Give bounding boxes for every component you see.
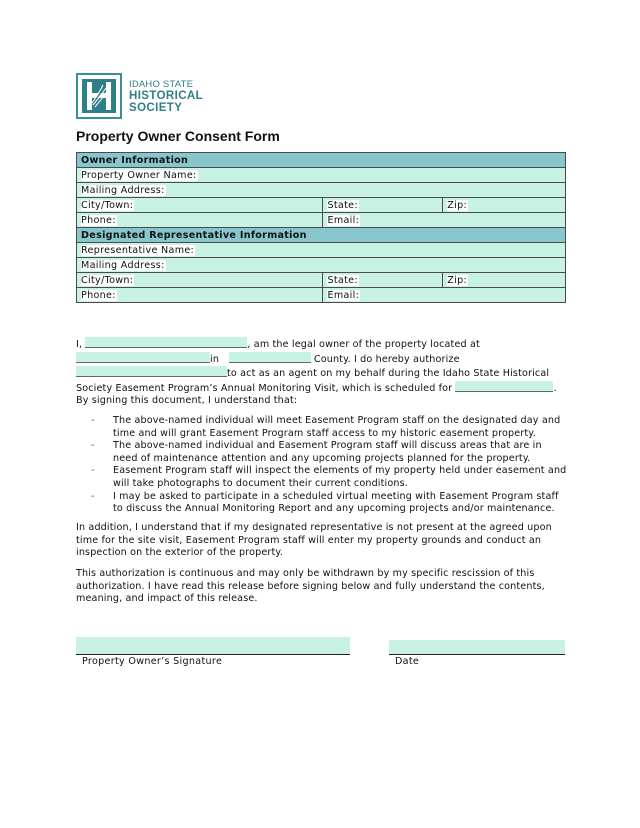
bullet-marker: - bbox=[91, 490, 95, 502]
ishs-logo-icon bbox=[76, 73, 122, 119]
owner-zip-field[interactable] bbox=[443, 198, 566, 213]
list-item bbox=[88, 491, 568, 516]
rep-mailing-address-label: Mailing Address: bbox=[81, 259, 165, 271]
ishs-logo bbox=[76, 72, 203, 120]
consent-text-2: , am the legal owner of the property located at bbox=[247, 339, 480, 350]
list-item-text: Easement Program staff will inspect the elements of my property held under easement and will take photographs to document their current conditions. bbox=[113, 465, 567, 489]
visit-date-blank[interactable] bbox=[455, 381, 553, 392]
rep-city-field[interactable] bbox=[77, 273, 323, 288]
logo-line-3: SOCIETY bbox=[129, 101, 183, 114]
date-label: Date bbox=[395, 656, 420, 667]
rep-phone-label: Phone: bbox=[81, 289, 116, 301]
understanding-intro: By signing this document, I understand that: bbox=[76, 395, 298, 406]
rep-info-header: Designated Representative Information bbox=[77, 228, 566, 243]
owner-mailing-address-field[interactable] bbox=[77, 183, 566, 198]
list-item-text: I may be asked to participate in a scheduled virtual meeting with Easement Program staff to discuss the Annual Monitoring Report and any upcoming projects and/or maintenance. bbox=[113, 490, 559, 515]
rep-phone-field[interactable] bbox=[77, 288, 323, 303]
owner-info-header: Owner Information bbox=[77, 153, 566, 168]
bullet-marker: - bbox=[91, 465, 95, 477]
property-location-blank[interactable] bbox=[76, 352, 210, 363]
rep-city-label: City/Town: bbox=[81, 274, 134, 286]
owner-email-field[interactable] bbox=[323, 213, 566, 228]
list-item-text: The above-named individual and Easement Program staff will discuss areas that are in need of maintenance attention and any upcoming projects planned for the property. bbox=[113, 440, 542, 464]
logo-line-2: HISTORICAL bbox=[129, 89, 204, 102]
owner-city-field[interactable] bbox=[77, 198, 323, 213]
agent-name-blank[interactable] bbox=[76, 366, 227, 377]
representative-absence-paragraph: In addition, I understand that if my designated representative is not present at the agreed upon time for the site visit, Easement Program staff will enter my property grounds and conduct an inspection on the exterior of the property. bbox=[76, 522, 552, 559]
consent-text-4: County. I do hereby authorize bbox=[310, 353, 460, 365]
list-item bbox=[88, 465, 568, 490]
consent-text-6: Society Easement Program’s Annual Monitoring Visit, which is scheduled for bbox=[76, 382, 456, 394]
county-blank[interactable] bbox=[229, 352, 311, 363]
info-table bbox=[76, 152, 566, 303]
rep-state-label: State: bbox=[327, 274, 358, 286]
consent-text-5: to act as an agent on my behalf during the Idaho State Historical bbox=[227, 368, 550, 380]
bullet-marker: - bbox=[91, 415, 95, 426]
rep-zip-label: Zip: bbox=[447, 274, 467, 286]
rep-mailing-address-field[interactable] bbox=[77, 258, 566, 273]
form-title: Property Owner Consent Form bbox=[76, 128, 280, 144]
consent-paragraph bbox=[76, 337, 568, 395]
consent-text-1: I, bbox=[76, 339, 86, 350]
list-item bbox=[88, 415, 568, 440]
owner-phone-label: Phone: bbox=[81, 214, 116, 226]
rep-email-label: Email: bbox=[327, 289, 360, 301]
list-item-text: The above-named individual will meet Easement Program staff on the designated day and time and will grant Easement Program staff access to my historic easement property. bbox=[113, 415, 561, 439]
rep-name-field[interactable] bbox=[77, 243, 566, 258]
owner-name-blank[interactable] bbox=[85, 337, 247, 348]
authorization-paragraph: This authorization is continuous and may only be withdrawn by my specific rescission of this authorization. I have read this release before signing below and fully understand the contents, meaning, and impact of this release. bbox=[76, 568, 545, 605]
owner-phone-field[interactable] bbox=[77, 213, 323, 228]
rep-state-field[interactable] bbox=[323, 273, 443, 288]
owner-name-field[interactable] bbox=[77, 168, 566, 183]
date-field[interactable] bbox=[389, 640, 565, 655]
owner-mailing-address-label: Mailing Address: bbox=[81, 184, 165, 196]
owner-signature-field[interactable] bbox=[76, 637, 350, 655]
owner-zip-label: Zip: bbox=[447, 199, 467, 211]
owner-signature-label: Property Owner’s Signature bbox=[82, 656, 223, 667]
rep-zip-field[interactable] bbox=[443, 273, 566, 288]
rep-name-label: Representative Name: bbox=[81, 244, 195, 256]
owner-name-label: Property Owner Name: bbox=[81, 169, 197, 181]
ishs-logo-text bbox=[129, 79, 203, 114]
consent-text-7: . bbox=[553, 382, 557, 394]
rep-email-field[interactable] bbox=[323, 288, 566, 303]
owner-city-label: City/Town: bbox=[81, 199, 134, 211]
understanding-list bbox=[88, 415, 568, 516]
bullet-marker: - bbox=[91, 440, 95, 452]
list-item bbox=[88, 440, 568, 465]
logo-line-1: IDAHO STATE bbox=[129, 78, 194, 90]
consent-text-3: in bbox=[210, 353, 220, 365]
owner-email-label: Email: bbox=[327, 214, 360, 226]
owner-state-field[interactable] bbox=[323, 198, 443, 213]
owner-state-label: State: bbox=[327, 199, 358, 211]
